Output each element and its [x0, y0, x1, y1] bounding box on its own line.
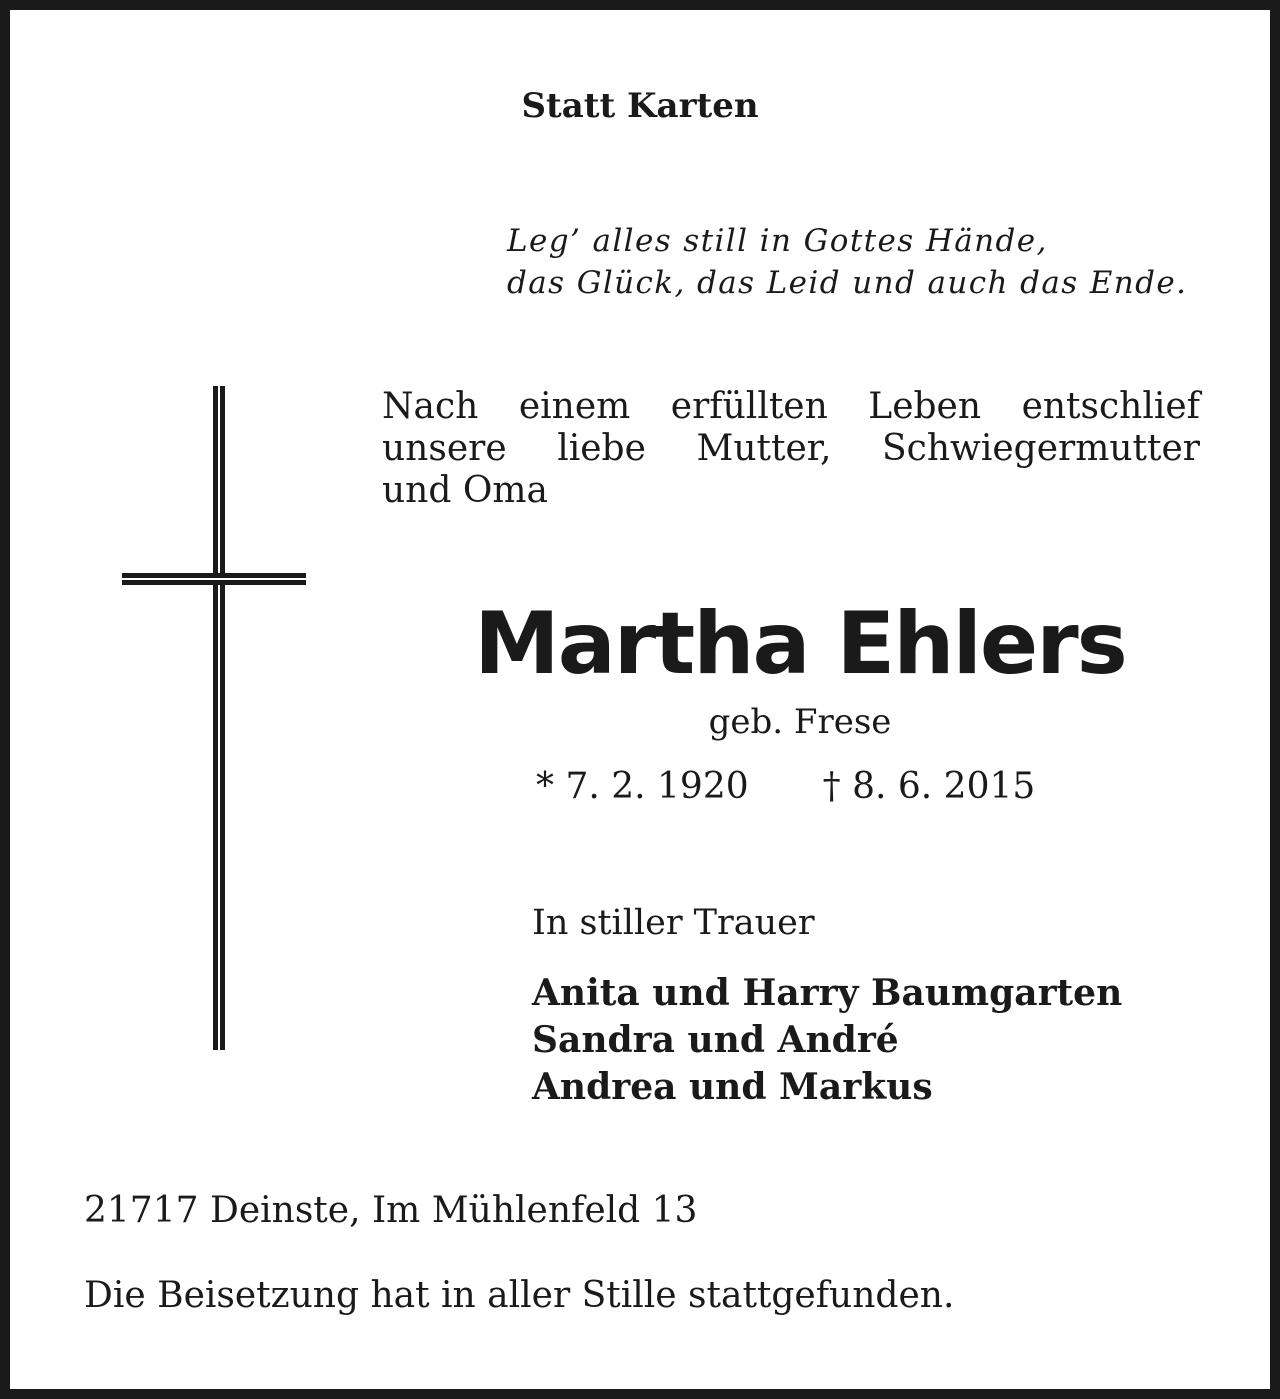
verse-line: Leg’ alles still in Gottes Hände,	[507, 223, 1048, 259]
family-member: Sandra und André	[532, 1019, 899, 1061]
notice-header: Statt Karten	[521, 86, 759, 126]
intro-text	[382, 386, 1200, 512]
verse	[507, 220, 1187, 304]
family-list	[532, 970, 1122, 1111]
maiden-name: geb. Frese	[708, 702, 892, 742]
intro-line: und Oma	[382, 470, 548, 511]
address: 21717 Deinste, Im Mühlenfeld 13	[84, 1190, 698, 1231]
family-member: Anita und Harry Baumgarten	[532, 972, 1123, 1014]
closing-note: Die Beisetzung hat in aller Stille stattgefunden.	[84, 1275, 955, 1316]
intro-line: unsere liebe Mutter, Schwiegermutter	[382, 428, 1200, 469]
family-member: Andrea und Markus	[532, 1066, 933, 1108]
cross-horizontal-highlight	[122, 578, 306, 580]
mourning-line: In stiller Trauer	[532, 903, 815, 943]
life-dates	[536, 766, 1035, 807]
deceased-name: Martha Ehlers	[474, 594, 1126, 694]
birth-date: * 7. 2. 1920	[536, 766, 749, 807]
death-date: † 8. 6. 2015	[822, 766, 1036, 807]
intro-line: Nach einem erfüllten Leben entschlief	[382, 386, 1200, 427]
verse-line: das Glück, das Leid und auch das Ende.	[507, 265, 1188, 301]
